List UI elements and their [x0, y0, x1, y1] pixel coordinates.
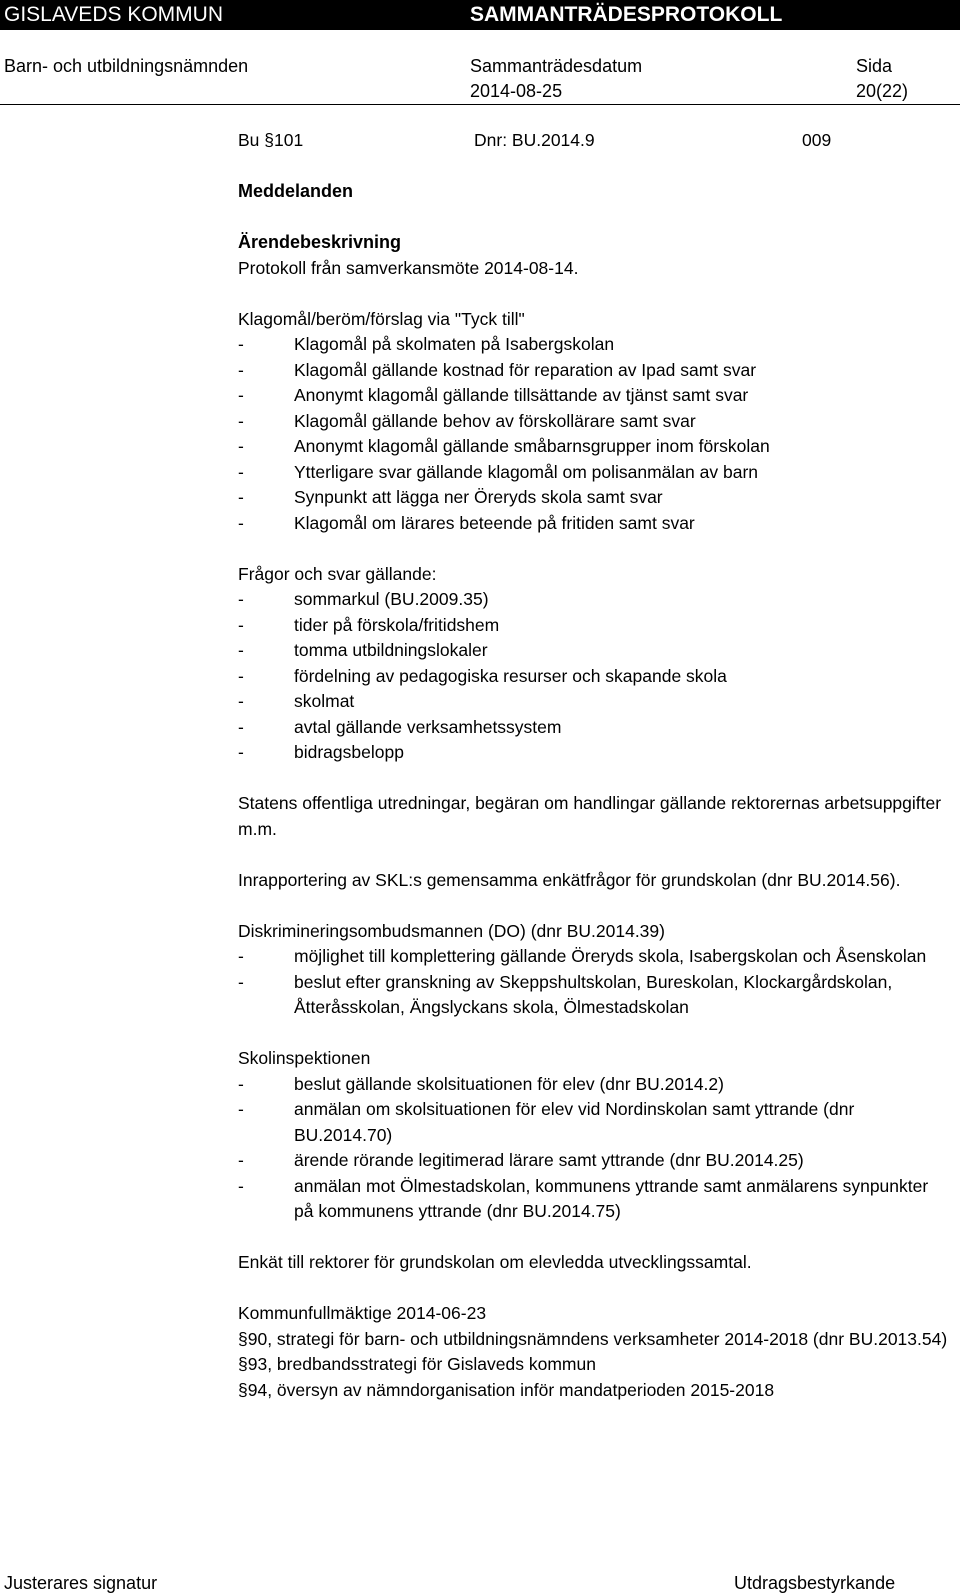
list-item [238, 638, 948, 664]
enkat-paragraph: Enkät till rektorer för grundskolan om elevledda utvecklingssamtal. [238, 1252, 752, 1272]
list-item [238, 511, 948, 537]
page-footer [0, 1573, 960, 1594]
fragor-list [238, 587, 948, 766]
list-item-text: möjlighet till komplettering gällande Öreryds skola, Isabergskolan och Åsenskolan [294, 946, 927, 966]
sou-paragraph: Statens offentliga utredningar, begäran om handlingar gällande rektorernas arbetsuppgifter m.m. [238, 793, 942, 839]
list-item [238, 460, 948, 486]
list-item [238, 689, 948, 715]
list-item-text: Anonymt klagomål gällande tillsättande av tjänst samt svar [294, 385, 749, 405]
do-heading: Diskrimineringsombudsmannen (DO) (dnr BU.2014.39) [238, 920, 665, 941]
bullet-dash: - [238, 1073, 244, 1094]
list-item-text: sommarkul (BU.2009.35) [294, 589, 489, 609]
list-item [238, 434, 948, 460]
tyck-heading: Klagomål/beröm/förslag via "Tyck till" [238, 308, 525, 329]
si-heading: Skolinspektionen [238, 1048, 371, 1068]
list-item [238, 1072, 948, 1098]
description-text: Protokoll från samverkansmöte 2014-08-14. [238, 257, 579, 278]
bullet-dash: - [238, 946, 244, 966]
header-divider [0, 104, 960, 105]
committee-name: Barn- och utbildningsnämnden [4, 56, 249, 76]
list-item [238, 332, 948, 358]
list-item [238, 970, 948, 1021]
list-item-text: bidragsbelopp [294, 742, 404, 762]
list-item [238, 944, 948, 970]
list-item [238, 740, 948, 766]
list-item-text: tomma utbildningslokaler [294, 640, 488, 660]
list-item [238, 587, 948, 613]
list-item-text: anmälan mot Ölmestadskolan, kommunens yttrande samt anmälarens synpunkter på kommunens yttrande (dnr BU.2014.75) [294, 1175, 929, 1221]
bullet-dash: - [238, 1099, 244, 1119]
list-item [238, 613, 948, 639]
page-number: 20(22) [856, 81, 909, 101]
bullet-dash: - [238, 461, 244, 482]
dnr: Dnr: BU.2014.9 [474, 130, 595, 150]
list-item-text: ärende rörande legitimerad lärare samt yttrande (dnr BU.2014.25) [294, 1150, 804, 1170]
header-bar [0, 0, 960, 30]
bullet-dash: - [238, 742, 244, 762]
list-item [238, 358, 948, 384]
list-item-text: Synpunkt att lägga ner Öreryds skola samt svar [294, 487, 663, 507]
skl-paragraph: Inrapportering av SKL:s gemensamma enkätfrågor för grundskolan (dnr BU.2014.56). [238, 869, 901, 890]
list-item-text: skolmat [294, 691, 355, 711]
bullet-dash: - [238, 487, 244, 507]
page-header [0, 0, 960, 105]
bullet-dash: - [238, 410, 244, 431]
si-list [238, 1072, 948, 1225]
footer-certification-label: Utdragsbestyrkande [734, 1573, 896, 1593]
reference-line [238, 128, 948, 154]
list-item [238, 485, 948, 511]
page-title: Meddelanden [238, 181, 354, 201]
list-item [238, 383, 948, 409]
list-item-text: anmälan om skolsituationen för elev vid Nordinskolan samt yttrande (dnr BU.2014.70) [294, 1099, 855, 1145]
list-item-text: tider på förskola/fritidshem [294, 614, 500, 635]
page-label: Sida [856, 56, 893, 76]
meeting-date: 2014-08-25 [470, 81, 563, 101]
bullet-dash: - [238, 1150, 244, 1170]
list-item-text: Anonymt klagomål gällande småbarnsgrupper inom förskolan [294, 436, 770, 456]
org-name: GISLAVEDS KOMMUN [4, 3, 223, 26]
list-item [238, 715, 948, 741]
list-item [238, 1174, 948, 1225]
list-item-text: avtal gällande verksamhetssystem [294, 716, 562, 737]
list-item-text: Klagomål gällande kostnad för reparation av Ipad samt svar [294, 359, 757, 380]
bullet-dash: - [238, 1175, 244, 1196]
bullet-dash: - [238, 385, 244, 405]
list-item [238, 409, 948, 435]
kf-heading: Kommunfullmäktige 2014-06-23 [238, 1303, 487, 1323]
bullet-dash: - [238, 589, 244, 609]
section-heading: Ärendebeskrivning [238, 232, 402, 252]
list-item-text: fördelning av pedagogiska resurser och skapande skola [294, 665, 727, 686]
document-body [238, 128, 948, 1403]
bullet-dash: - [238, 334, 244, 354]
list-item-text: Ytterligare svar gällande klagomål om polisanmälan av barn [294, 461, 758, 482]
list-item-text: Klagomål på skolmaten på Isabergskolan [294, 334, 615, 354]
bullet-dash: - [238, 359, 244, 380]
paragraph-number: Bu §101 [238, 130, 304, 150]
bullet-dash: - [238, 614, 244, 635]
bullet-dash: - [238, 436, 244, 456]
list-item-text: beslut efter granskning av Skeppshultskolan, Bureskolan, Klockargårdskolan, Åtteråsskolan, Ängslyckans skola, Ölmestadskolan [294, 971, 893, 1017]
list-item-text: Klagomål om lärares beteende på fritiden samt svar [294, 512, 695, 533]
kf-line: §94, översyn av nämndorganisation inför mandatperioden 2015-2018 [238, 1379, 775, 1400]
fragor-heading: Frågor och svar gällande: [238, 563, 437, 584]
list-item [238, 664, 948, 690]
bullet-dash: - [238, 691, 244, 711]
bullet-dash: - [238, 665, 244, 686]
footer-signature-label: Justerares signatur [4, 1573, 158, 1593]
kf-line: §93, bredbandsstrategi för Gislaveds kommun [238, 1354, 596, 1374]
bullet-dash: - [238, 640, 244, 660]
bullet-dash: - [238, 512, 244, 533]
list-item [238, 1097, 948, 1148]
kf-line: §90, strategi för barn- och utbildningsnämndens verksamheter 2014-2018 (dnr BU.2013.54) [238, 1328, 948, 1349]
list-item-text: beslut gällande skolsituationen för elev (dnr BU.2014.2) [294, 1073, 724, 1094]
list-item [238, 1148, 948, 1174]
archive-code: 009 [802, 130, 832, 150]
do-list [238, 944, 948, 1021]
document-type: SAMMANTRÄDESPROTOKOLL [470, 3, 783, 26]
bullet-dash: - [238, 971, 244, 992]
tyck-list [238, 332, 948, 536]
bullet-dash: - [238, 716, 244, 737]
date-label: Sammanträdesdatum [470, 56, 643, 76]
list-item-text: Klagomål gällande behov av förskollärare samt svar [294, 410, 696, 431]
